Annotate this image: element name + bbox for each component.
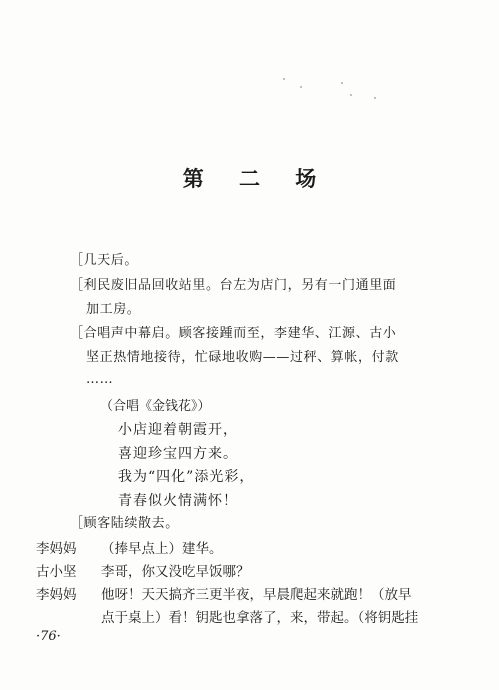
stage-direction-time: ［几天后。 <box>70 253 139 268</box>
stage-direction-curtain-cont: 坚正热情地接待，忙碌地收购——过秤、算帐，付款 <box>86 350 399 365</box>
speaker-name: 李妈妈 <box>36 587 77 603</box>
lyric-line: 我为“四化”添光彩， <box>118 469 255 485</box>
page-number: ·76· <box>36 629 61 644</box>
stage-direction-exit: ［顾客陆续散去。 <box>70 516 179 531</box>
dialogue-continuation: 点于桌上）看！钥匙也拿落了，来，带起。（将钥匙挂 <box>101 610 419 626</box>
scene-title: 第 二 场 <box>182 167 331 191</box>
song-label: （合唱《金钱花》） <box>100 399 211 414</box>
lyric-line: 小店迎着朝霞开， <box>118 422 238 438</box>
stage-direction-setting: ［利民废旧品回收站里。台左为店门，另有一门通里面 <box>70 278 397 293</box>
dialogue-text: 他呀！天天搞齐三更半夜，早晨爬起来就跑！（放早 <box>101 587 412 603</box>
speaker-name: 古小坚 <box>36 564 77 580</box>
lyric-line: 喜迎珍宝四方来。 <box>118 446 238 462</box>
dialogue-text: （捧早点上）建华。 <box>101 541 223 557</box>
dialogue-text: 李哥，你又没吃早饭哪？ <box>101 564 250 580</box>
lyric-line: 青春似火情满怀！ <box>118 493 238 509</box>
stage-direction-curtain: ［合唱声中幕启。顾客接踵而至，李建华、江源、古小 <box>70 326 397 341</box>
speaker-name: 李妈妈 <box>36 541 77 557</box>
stage-direction-ellipsis: …… <box>86 372 114 387</box>
stage-direction-setting-cont: 加工房。 <box>86 302 141 317</box>
